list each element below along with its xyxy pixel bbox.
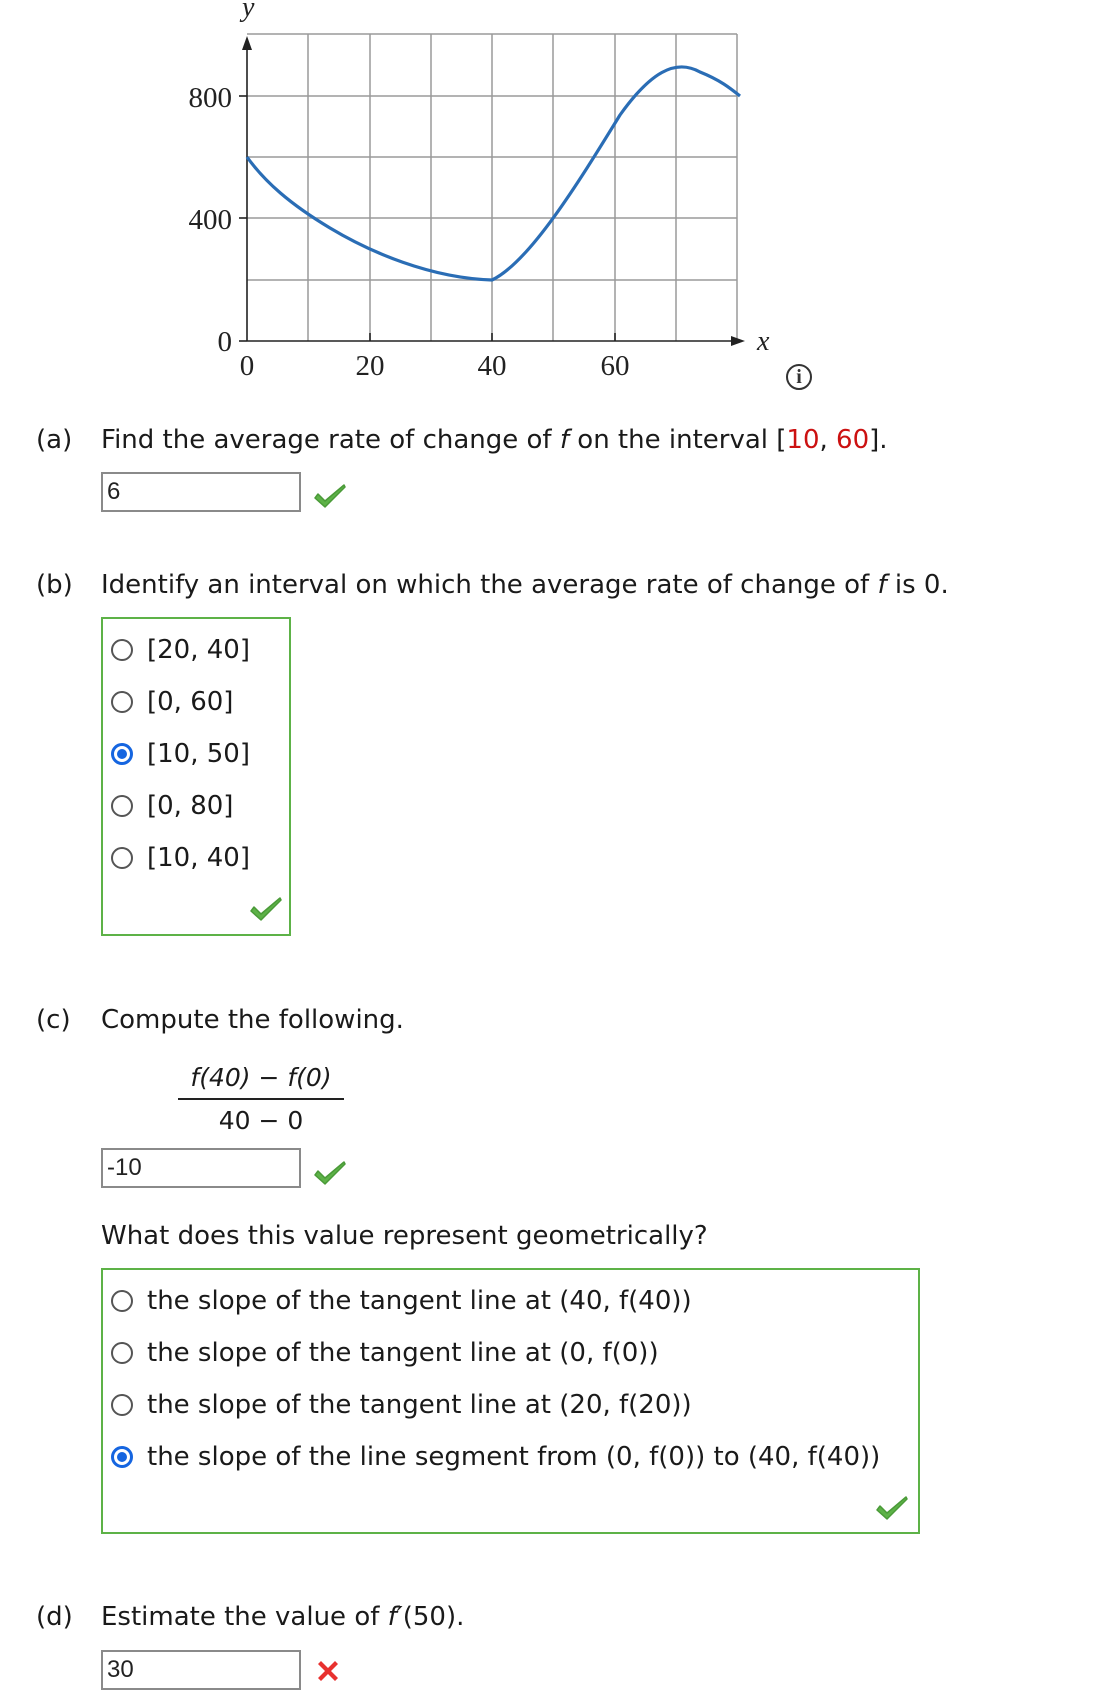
choice-label: [0, 60] — [147, 687, 234, 717]
part-c-question: Compute the following. — [101, 1005, 404, 1035]
graph-grid — [247, 34, 737, 341]
part-a-text-before: Find the average rate of change of — [101, 425, 560, 455]
part-c-label: (c) — [36, 1005, 71, 1035]
x-tick-60: 60 — [600, 350, 630, 380]
x-tick-40: 40 — [477, 350, 507, 380]
info-icon[interactable] — [786, 364, 812, 390]
part-a-check-icon — [313, 484, 347, 510]
fraction-bar — [178, 1098, 344, 1100]
part-b-func: f — [877, 570, 887, 600]
part-c-choice-4[interactable] — [111, 1437, 880, 1477]
part-d-incorrect-icon — [314, 1657, 342, 1685]
x-axis-label: x — [757, 326, 770, 357]
part-b-text-before: Identify an interval on which the average rate of change of — [101, 570, 878, 600]
part-a-func: f — [559, 425, 570, 455]
part-b-text-after: is 0. — [886, 570, 949, 600]
choice-label: the slope of the tangent line at (20, f(20)) — [147, 1390, 692, 1420]
x-axis-arrow — [731, 336, 745, 346]
part-b-choice-4[interactable] — [111, 786, 233, 826]
part-a-answer-input[interactable]: 6 — [101, 472, 301, 512]
fraction-numerator: f(40) − f(0) — [190, 1063, 332, 1092]
choice-label: [10, 50] — [147, 739, 250, 769]
y-tick-400: 400 — [188, 204, 232, 236]
y-tick-800: 800 — [188, 82, 232, 114]
part-b-choice-5[interactable] — [111, 838, 250, 878]
part-d-answer-input[interactable]: 30 — [101, 1650, 301, 1690]
choice-label: the slope of the line segment from (0, f(0)) to (40, f(40)) — [147, 1442, 881, 1472]
radio-button[interactable] — [111, 691, 133, 713]
choice-label: [0, 80] — [147, 791, 234, 821]
part-a-text-mid: on the interval [ — [569, 425, 787, 455]
radio-button[interactable] — [111, 639, 133, 661]
part-d-text-after: (50). — [402, 1602, 465, 1632]
part-c-choices — [101, 1268, 920, 1534]
part-c-follow-up: What does this value represent geometrically? — [101, 1221, 708, 1251]
part-c-answer-input[interactable]: -10 — [101, 1148, 301, 1188]
part-a-label: (a) — [36, 425, 73, 455]
radio-button[interactable] — [111, 795, 133, 817]
x-tick-0: 0 — [239, 350, 255, 380]
part-b-label: (b) — [36, 570, 73, 600]
part-b-check-icon — [249, 897, 283, 923]
fraction-denominator: 40 − 0 — [218, 1106, 304, 1135]
radio-button[interactable] — [111, 1290, 133, 1312]
part-d-text-before: Estimate the value of — [101, 1602, 388, 1632]
y-tick-0: 0 — [217, 326, 232, 358]
choice-label: [20, 40] — [147, 635, 250, 665]
function-curve — [247, 67, 740, 280]
info-icon-glyph: i — [796, 366, 802, 388]
part-c-choice-2[interactable] — [111, 1333, 659, 1373]
choice-label: the slope of the tangent line at (40, f(40)) — [147, 1286, 692, 1316]
part-b-choice-2[interactable] — [111, 682, 233, 722]
radio-button[interactable] — [111, 1394, 133, 1416]
radio-button[interactable] — [111, 1342, 133, 1364]
function-graph — [0, 0, 800, 380]
choice-label: the slope of the tangent line at (0, f(0)) — [147, 1338, 659, 1368]
radio-button-selected[interactable] — [111, 743, 133, 765]
part-a-interval-start: 10 — [786, 425, 820, 455]
x-tick-20: 20 — [355, 350, 385, 380]
part-a-text-after: ]. — [869, 425, 888, 455]
part-a-question — [101, 424, 888, 456]
part-a-interval-end: 60 — [836, 425, 870, 455]
part-c-fraction — [178, 1062, 344, 1136]
radio-button-selected[interactable] — [111, 1446, 133, 1468]
part-c-choices-check-icon — [875, 1496, 909, 1522]
part-d-label: (d) — [36, 1602, 73, 1632]
radio-button[interactable] — [111, 847, 133, 869]
part-b-choices — [101, 617, 291, 936]
part-d-question — [101, 1601, 464, 1633]
y-axis-arrow — [242, 36, 252, 50]
part-b-choice-3[interactable] — [111, 734, 250, 774]
part-b-choice-1[interactable] — [111, 630, 250, 670]
part-c-check-icon — [313, 1161, 347, 1187]
part-c-choice-1[interactable] — [111, 1281, 692, 1321]
part-a-comma: , — [819, 425, 837, 455]
y-axis-label: y — [242, 0, 255, 23]
choice-label: [10, 40] — [147, 843, 250, 873]
part-b-question — [101, 569, 949, 601]
part-d-func: f′ — [387, 1602, 403, 1632]
part-c-choice-3[interactable] — [111, 1385, 692, 1425]
